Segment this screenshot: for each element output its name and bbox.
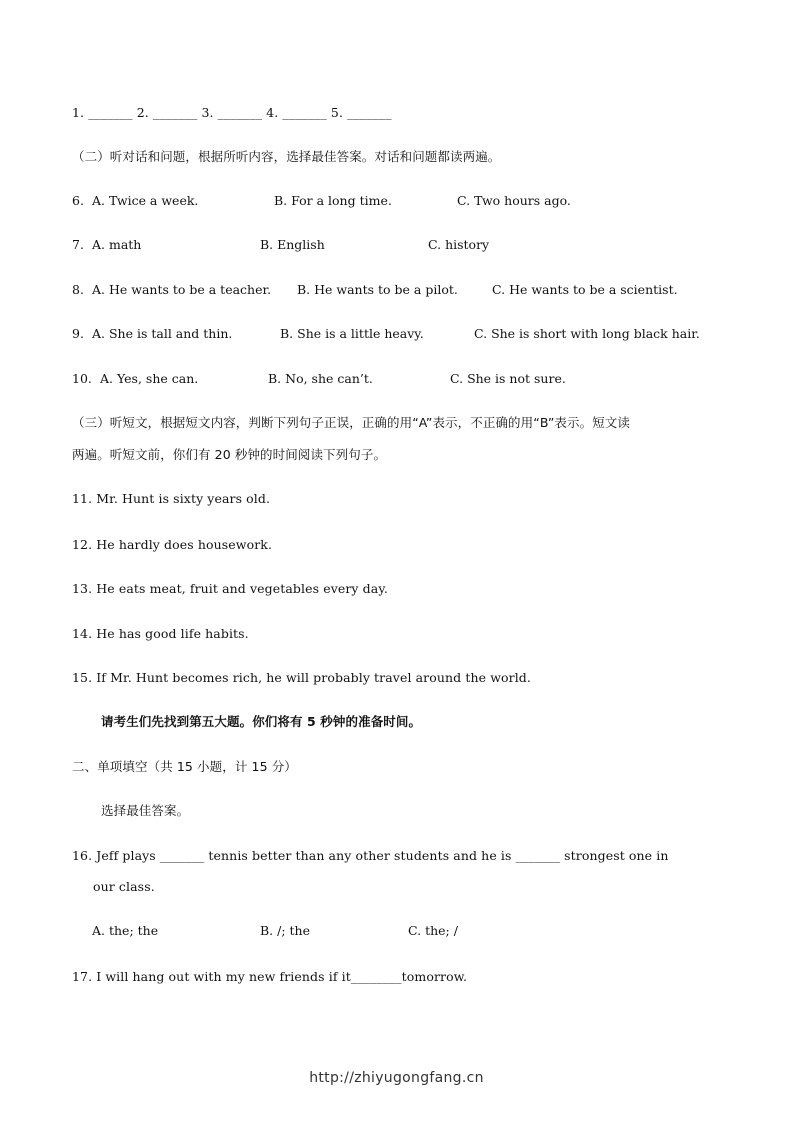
question-8-option-a: A. He wants to be a teacher. [92,282,272,297]
section2-instruction: （二）听对话和问题，根据所听内容，选择最佳答案。对话和问题都读两遍。 [72,149,501,164]
question-10-option-b: B. No, she can’t. [268,371,373,386]
question-7-option-b: B. English [260,237,325,252]
question-8-number: 8. [72,282,84,297]
footer-url: http://zhiyugongfang.cn [309,1070,484,1086]
question-9-option-a: A. She is tall and thin. [92,326,233,341]
question-17: 17. I will hang out with my new friends if it________tomorrow. [72,969,468,984]
section3-instruction-line1: （三）听短文，根据短文内容，判断下列句子正误，正确的用“A”表示，不正确的用“B”表示。短文读 [72,415,631,430]
question-7-option-c: C. history [428,237,490,252]
preparation-notice: 请考生们先找到第五大题。你们将有 5 秒钟的准备时间。 [101,714,422,729]
question-9-option-b: B. She is a little heavy. [280,326,424,341]
question-16-line2: our class. [93,879,155,894]
answer-blanks-line: 1. _______ 2. _______ 3. _______ 4. _______ 5. _______ [72,105,392,120]
question-10-option-c: C. She is not sure. [450,371,566,386]
question-16-line1: 16. Jeff plays _______ tennis better than any other students and he is _______ strongest one in [72,848,669,863]
question-7-number: 7. [72,237,84,252]
question-16-option-b: B. /; the [260,923,310,938]
question-15: 15. If Mr. Hunt becomes rich, he will probably travel around the world. [72,670,531,685]
question-11: 11. Mr. Hunt is sixty years old. [72,491,271,506]
question-10-option-a: A. Yes, she can. [100,371,199,386]
question-14: 14. He has good life habits. [72,626,249,641]
question-10-number: 10. [72,371,92,386]
question-6-option-a: A. Twice a week. [92,193,199,208]
question-6-number: 6. [72,193,84,208]
section3-instruction-line2: 两遍。听短文前，你们有 20 秒钟的时间阅读下列句子。 [72,447,387,462]
question-6-option-c: C. Two hours ago. [457,193,571,208]
question-7-option-a: A. math [92,237,142,252]
question-9-number: 9. [72,326,84,341]
question-6-option-b: B. For a long time. [274,193,392,208]
question-8-option-c: C. He wants to be a scientist. [492,282,678,297]
question-16-option-c: C. the; / [408,923,458,938]
question-9-option-c: C. She is short with long black hair. [474,326,700,341]
part2-title: 二、单项填空（共 15 小题，计 15 分） [72,759,297,774]
part2-instruction: 选择最佳答案。 [101,803,190,818]
question-8-option-b: B. He wants to be a pilot. [297,282,458,297]
question-13: 13. He eats meat, fruit and vegetables every day. [72,581,388,596]
question-16-option-a: A. the; the [92,923,159,938]
question-12: 12. He hardly does housework. [72,537,273,552]
